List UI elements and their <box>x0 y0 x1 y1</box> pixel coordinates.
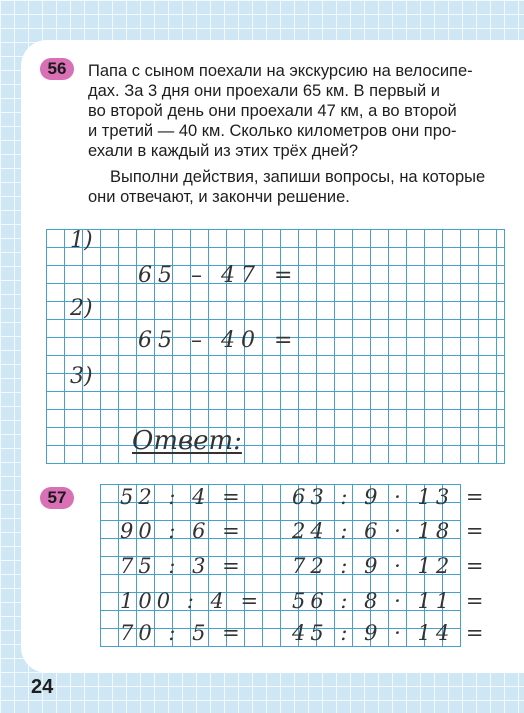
division-expression: 100 : 4 = <box>120 589 264 613</box>
problem-line: дах. За 3 дня они проехали 65 км. В первый и <box>88 82 441 100</box>
compound-expression: 63 : 9 · 13 = <box>292 485 489 509</box>
compound-expression: 72 : 9 · 12 = <box>292 554 489 578</box>
compound-expression: 45 : 9 · 14 = <box>292 621 489 645</box>
answer-label: Ответ: <box>132 426 242 456</box>
division-expression: 90 : 6 = <box>120 519 245 543</box>
problem-line: во второй день они проехали 47 км, а во второй <box>88 102 457 120</box>
task-56-number-badge: 56 <box>40 58 74 80</box>
compound-expression: 24 : 6 · 18 = <box>292 519 489 543</box>
step-2-label: 2) <box>70 296 93 321</box>
problem-line: и третий — 40 км. Сколько километров они про- <box>88 122 457 140</box>
page-number: 24 <box>31 676 54 698</box>
step-2-expression: 65 – 40 = <box>138 328 299 353</box>
problem-line: ехали в каждый из этих трёх дней? <box>88 142 359 160</box>
step-1-expression: 65 – 47 = <box>138 263 299 288</box>
instruction-line: они отвечают, и закончи решение. <box>88 188 350 206</box>
instruction-line: Выполни действия, запиши вопросы, на которые <box>110 168 486 186</box>
problem-line: Папа с сыном поехали на экскурсию на велосипе- <box>88 62 473 80</box>
task-56-problem-text <box>88 61 505 161</box>
division-expression: 70 : 5 = <box>120 621 245 645</box>
step-1-label: 1) <box>70 228 93 253</box>
division-expression: 52 : 4 = <box>120 485 245 509</box>
division-expression: 75 : 3 = <box>120 554 245 578</box>
step-3-label: 3) <box>70 364 93 389</box>
task-57-number-badge: 57 <box>40 487 74 509</box>
compound-expression: 56 : 8 · 11 = <box>292 589 489 613</box>
task-56-instruction-text <box>88 167 505 207</box>
